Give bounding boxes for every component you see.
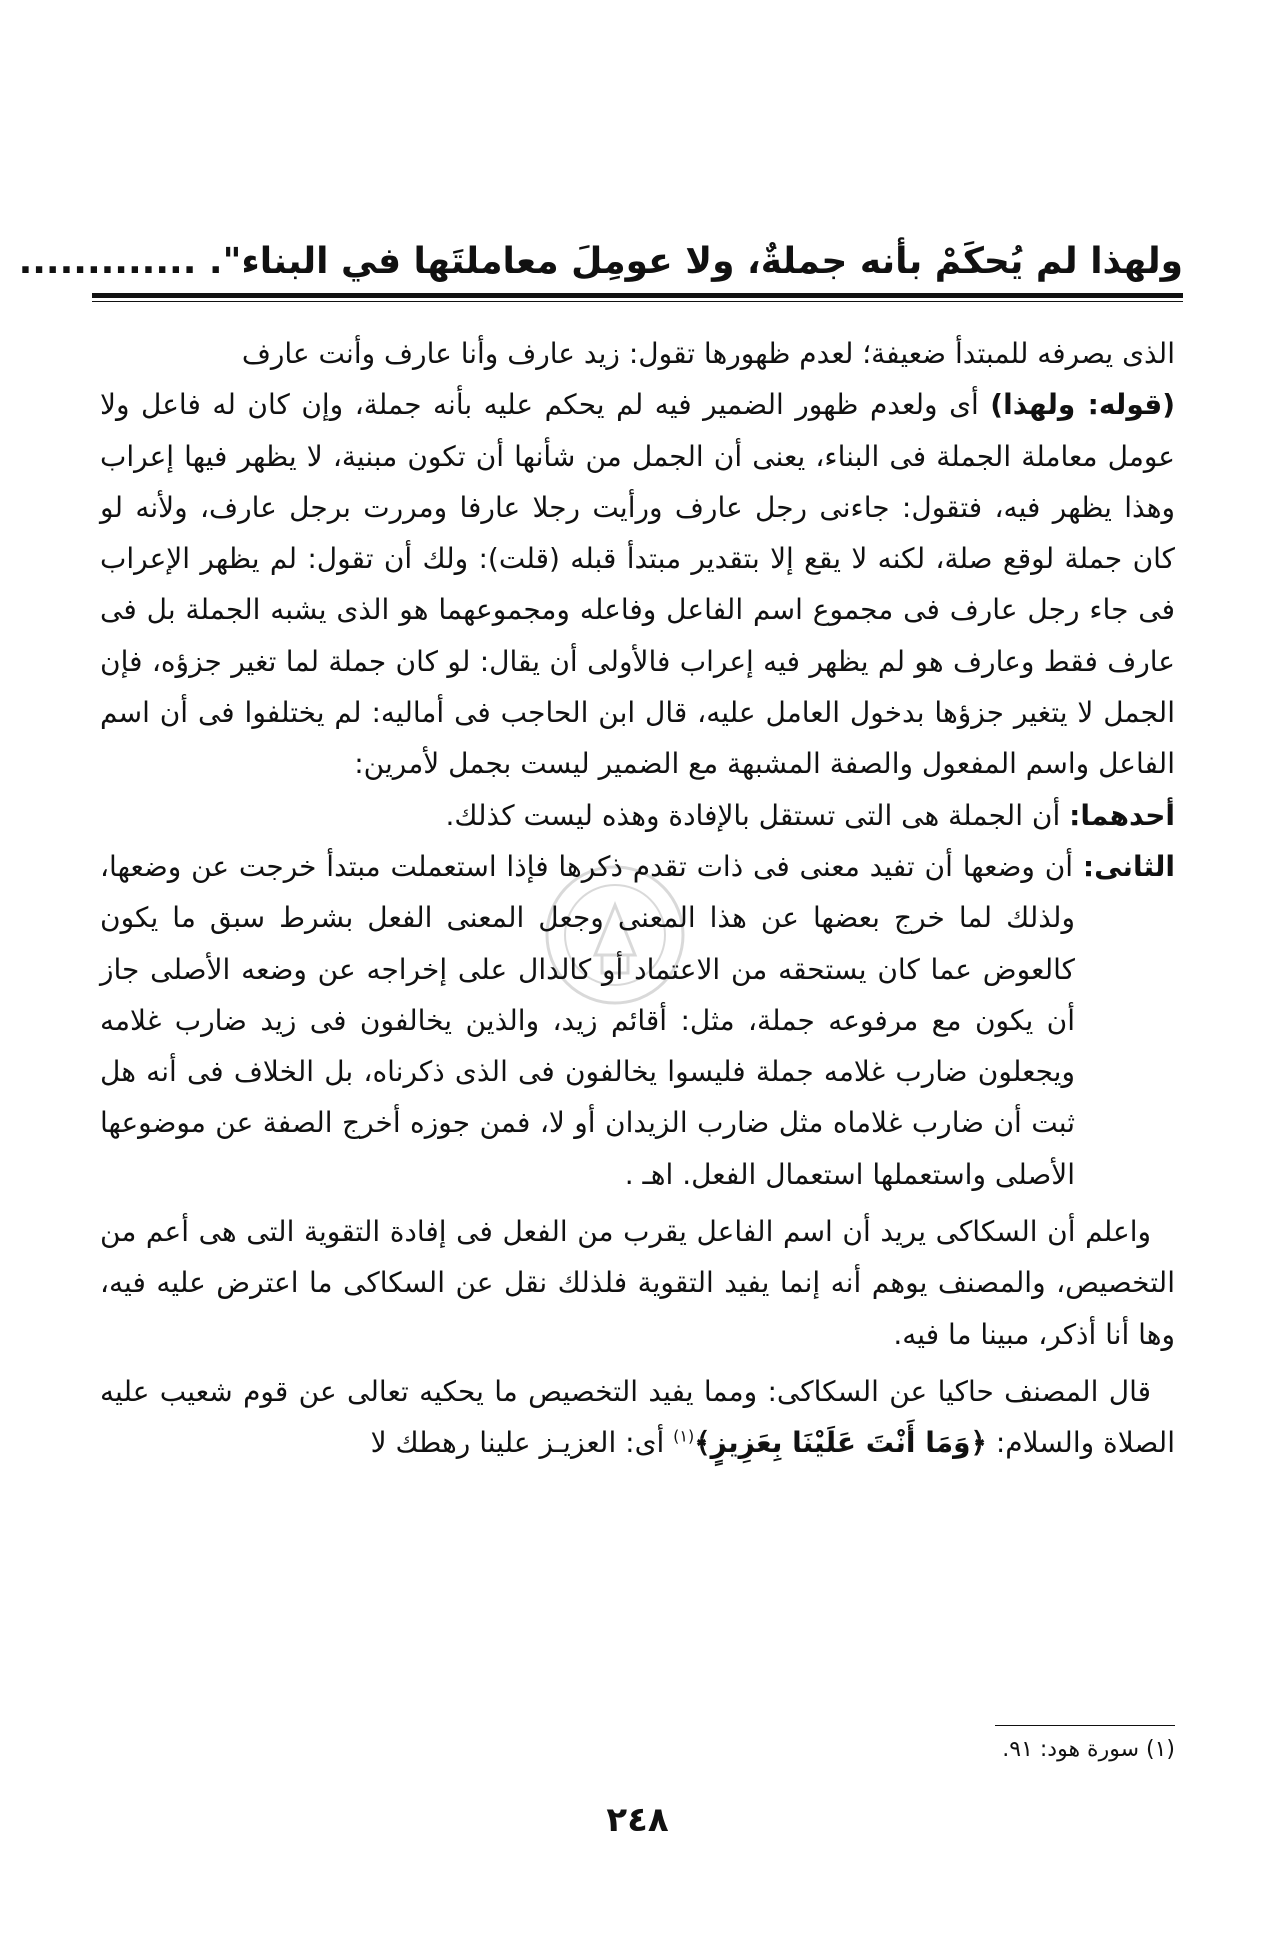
paragraph-4 <box>100 1366 1175 1469</box>
header-rule-thin <box>92 301 1183 302</box>
paragraph-3: واعلم أن السكاكى يريد أن اسم الفاعل يقرب من الفعل فى إفادة التقوية التى هى أعم من التخصيص، والمصنف يوهم أنه إنما يفيد التقوية فلذلك نقل عن السكاكى ما اعترض عليه فيه، وها أنا أذكر، مبينا ما فيه. <box>100 1215 1175 1351</box>
paragraph-1: الذى يصرفه للمبتدأ ضعيفة؛ لعدم ظهورها تقول: زيد عارف وأنا عارف وأنت عارف <box>241 337 1175 370</box>
running-header <box>18 240 1183 284</box>
footnote: (١) سورة هود: ٩١. <box>1002 1737 1175 1762</box>
point-second-text: أن وضعها أن تفيد معنى فى ذات تقدم ذكرها فإذا استعملت مبتدأ خرجت عن وضعها، ولذلك لما خرج بعضها عن هذا المعنى وجعل المعنى الفعل بشرط سبق ما يكون كالعوض عما كان يستحقه من الاعتماد أو كالدال على إخراجه عن وضعه الأصلى جاز أن يكون مع مرفوعه جملة، مثل: أقائم زيد، والذين يخالفون فى زيد ضارب غلامه ويجعلون ضارب غلامه جملة فليسوا يخالفون فى الذى ذكرناه، بل الخلاف فى أنه هل ثبت أن ضارب غلاماه مثل ضارب الزيدان أو لا، فمن جوزه أخرج الصفة عن موضوعها الأصلى واستعملها استعمال الفعل. اهـ . <box>100 849 1083 1191</box>
paragraph-4-text: قال المصنف حاكيا عن السكاكى: ومما يفيد التخصيص ما يحكيه تعالى عن قوم شعيب عليه الصلاة والسلام: <box>100 1374 1175 1460</box>
point-first-lead: أحدهما: <box>1069 798 1175 832</box>
footnote-ref: (١) <box>673 1426 695 1446</box>
header-text: ولهذا لم يُحكَمْ بأنه جملةٌ، ولا عومِلَ معاملتَها في البناء". ............. <box>18 241 1183 282</box>
footnote-rule <box>995 1725 1175 1726</box>
point-second <box>100 841 1175 1200</box>
point-second-lead: الثانى: <box>1082 849 1175 883</box>
page-number: ٢٤٨ <box>606 1800 669 1840</box>
paragraph-2-text: أى ولعدم ظهور الضمير فيه لم يحكم عليه بأنه جملة، وإن كان له فاعل ولا عومل معاملة الجملة فى البناء، يعنى أن الجمل من شأنها أن تكون مبنية، لا يظهر فيها إعراب وهذا يظهر فيه، فتقول: جاءنى رجل عارف ورأيت رجلا عارفا ومررت برجل عارف، ولأنه لو كان جملة لوقع صلة، لكنه لا يقع إلا بتقدير مبتدأ قبله (قلت): ولك أن تقول: لم يظهر الإعراب فى جاء رجل عارف فى مجموع اسم الفاعل وفاعله ومجموعهما هو الذى يشبه الجملة بل فى عارف فقط وعارف هو لم يظهر فيه إعراب فالأولى أن يقال: لو كان جملة لما تغير جزؤه، فإن الجمل لا يتغير جزؤها بدخول العامل عليه، قال ابن الحاجب فى أماليه: لم يختلفوا فى أن اسم الفاعل واسم المفعول والصفة المشبهة مع الضمير ليست بجمل لأمرين: <box>100 388 1175 781</box>
point-first <box>100 790 1175 841</box>
main-text <box>100 328 1175 1469</box>
header-rule-thick <box>92 293 1183 298</box>
point-first-text: أن الجملة هى التى تستقل بالإفادة وهذه ليست كذلك. <box>445 798 1070 832</box>
paragraph-2-lead: (قوله: ولهذا) <box>990 388 1176 422</box>
paragraph-2 <box>100 379 1175 789</box>
paragraph-4-tail: أى: العزيـز علينا رهطك لا <box>370 1426 674 1460</box>
quran-quote: ﴿وَمَا أَنْتَ عَلَيْنَا بِعَزِيزٍ﴾ <box>694 1426 987 1460</box>
